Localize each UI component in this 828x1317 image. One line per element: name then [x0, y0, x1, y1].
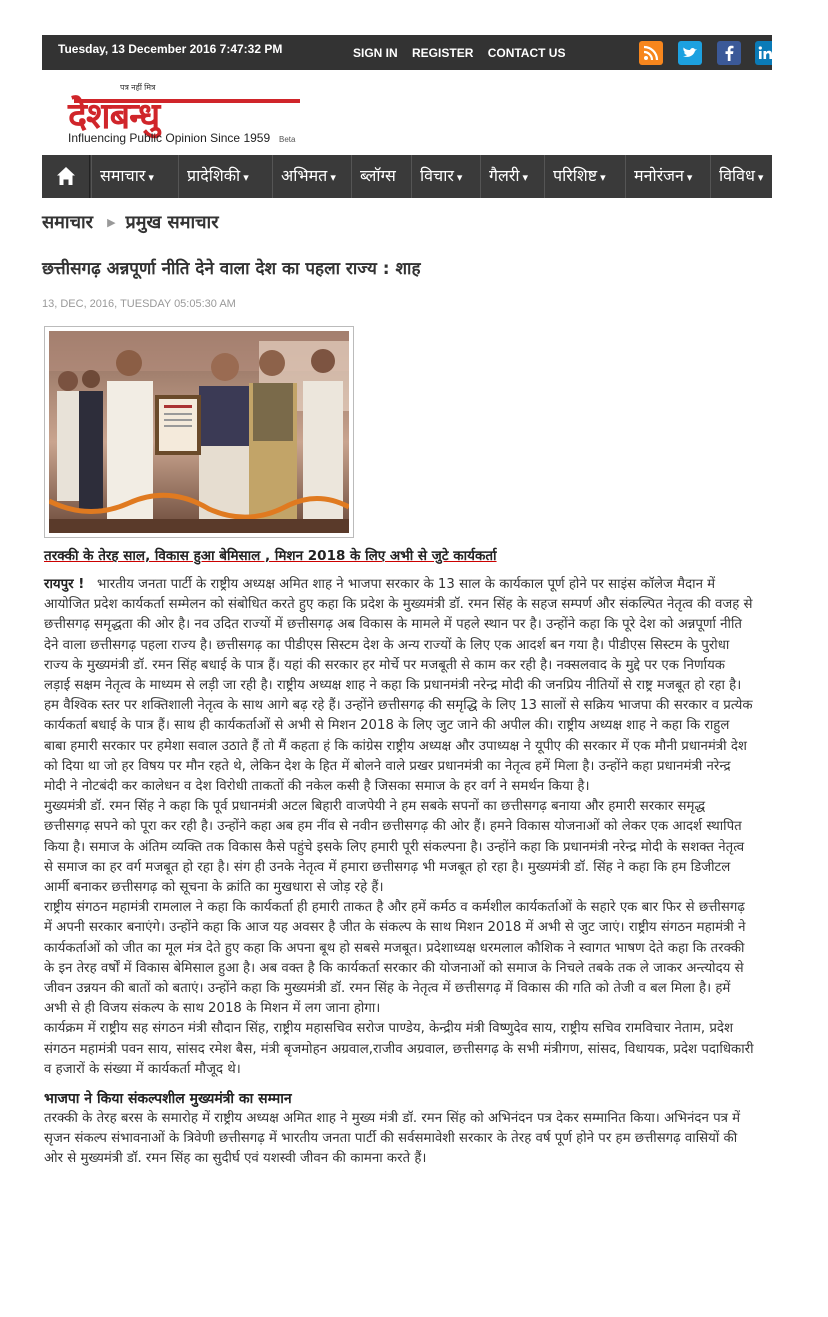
nav-item-label: प्रादेशिकी — [187, 166, 241, 185]
section-heading: भाजपा ने किया संकल्पशील मुख्यमंत्री का सम्मान — [44, 1091, 292, 1108]
nav-item-gallery[interactable] — [480, 155, 543, 198]
facebook-icon[interactable] — [717, 41, 741, 65]
chevron-down-icon: ▾ — [522, 171, 529, 184]
article-paragraph — [44, 575, 754, 797]
breadcrumb-subsection[interactable]: प्रमुख समाचार — [125, 212, 219, 233]
nav-item-label: समाचार — [100, 166, 146, 185]
nav-item-regional[interactable] — [178, 155, 271, 198]
chevron-down-icon: ▾ — [243, 171, 249, 184]
chevron-down-icon: ▾ — [330, 171, 336, 184]
nav-item-misc[interactable] — [710, 155, 772, 198]
article-paragraph: राष्ट्रीय संगठन महामंत्री रामलाल ने कहा कि कार्यकर्ता ही हमारी ताकत है और हमें कर्मठ व कर्मशील कार्यकर्ताओं के सहारे एक बार फिर से छत्तीसगढ़ में अपनी सरकार बनाएंगे। उन्होंने कहा कि आज यह अवसर है जीत के संकल्प के साथ मिशन 2018 में अभी से जुट जाएं। राष्ट्रीय संगठन महामंत्री ने कार्यकर्ताओं को जीत का मूल मंत्र देते हुए कहा कि अपना बूथ हो सबसे मजबूत। प्रदेशाध्यक्ष धरमलाल कौशिक ने स्वागत भाषण देते कहा कि तरक्की के इन तेरह वर्षों में विकास बेमिसाल हुआ है। अब वक्त है कि कार्यकर्ता सरकार की योजनाओं को समाज के निचले तबके तक ले जाकर अन्त्योदय से जीवन उन्नयन की बातों को बताएं। उन्होंने कहा कि मुख्यमंत्री डॉ. रमन सिंह के नेतृत्व में छत्तीसगढ़ में विकास की गति को तेजी व बल मिला है। हमें अभी से ही विजय संकल्प के साथ 2018 के मिशन में लग जाना होगा। — [44, 900, 746, 1017]
article-subheading: तरक्की के तेरह साल, विकास हुआ बेमिसाल , मिशन 2018 के लिए अभी से जुटे कार्यकर्ता — [44, 548, 497, 564]
article-paragraph: कार्यक्रम में राष्ट्रीय सह संगठन मंत्री सौदान सिंह, राष्ट्रीय महासचिव सरोज पाण्डेय, केन्द्रीय मंत्री विष्णुदेव साय, राष्ट्रीय सचिव रामविचार नेताम, प्रदेश संगठन महामंत्री पवन साय, सांसद रमेश बैस, मंत्री बृजमोहन अग्रवाल,राजीव अग्रवाल, छत्तीसगढ़ के सभी मंत्रीगण, सांसद, विधायक, प्रदेश पदाधिकारी व हजारों के संख्या में कार्यकर्ता मौजूद थे। — [44, 1021, 754, 1077]
paragraph-text: भारतीय जनता पार्टी के राष्ट्रीय अध्यक्ष अमित शाह ने भाजपा सरकार के 13 साल के कार्यकाल पूर्ण होने पर साइंस कॉलेज मैदान में आयोजित प्रदेश कार्यकर्ता सम्मेलन को संबोधित करते हुए कहा कि प्रदेश के मुख्यमंत्री डॉ. रमन सिंह के सहज सम्पर्ण और संकल्पित नेतृत्व की वजह से छत्तीसगढ़ समृद्धता की ओर है। नव उदित राज्यों में छत्तीसगढ़ अब विकास के मामले में पहले स्थान पर है। उन्होंने कहा कि पूरे देश को अन्नपूर्णा नीति देने वाला छत्तीसगढ़ पहला राज्य है। छत्तीसगढ़ का पीडीएस सिस्टम देश के अन्य राज्यों के लिए एक आदर्श बन गया है। पीडीएस सिस्टम के पुरोधा राज्य के मुख्यमंत्री डॉ. रमन सिंह बधाई के पात्र हैं। यहां की सरकार हर मोर्चे पर मजबूती से काम कर रही है। नक्सलवाद के मुद्दे पर एक निर्णायक लड़ाई सक्षम नेतृत्व के माध्यम से लड़ी जा रही है। राष्ट्रीय अध्यक्ष शाह ने कहा कि प्रधानमंत्री नरेन्द्र मोदी की जनप्रिय नीतियों से राष्ट्र मजबूत हो रहा है। हम वैश्विक स्तर पर शक्तिशाली नेतृत्व के साथ आगे बढ़ रहे हैं। उन्होंने छत्तीसगढ़ की समृद्धि के लिए 13 सालों से सक्रिय भाजपा की सरकार व प्रत्येक कार्यकर्ता बधाई के पात्र हैं। साथ ही कार्यकर्ताओं से अभी से मिशन 2018 के लिए जुट जाने की अपील की। राष्ट्रीय अध्यक्ष शाह ने कहा कि राहुल बाबा हमारी सरकार पर हमेशा सवाल उठाते हैं तो मैं कहता हं कि कांग्रेस राष्ट्रीय अध्यक्ष और उपाध्यक्ष ने यूपीए की सरकार में एक मौनी प्रधानमंत्री देश को दिया था जो हर विषय पर मौन रहते थे, लेकिन देश के हित में बोलने वाले प्रखर प्रधानमंत्री का नेतृत्व हमें मिला है। उन्होंने कहा प्रधानमंत्री नरेन्द्र मोदी ने नोटबंदी कर कालेधन व देश विरोधी ताकतों की नकेल कसी है जिसका समाज के हर वर्ग ने समर्थन किया है। — [44, 577, 753, 795]
chevron-down-icon: ▾ — [600, 171, 606, 184]
nav-item-label: विविध — [719, 166, 755, 185]
breadcrumb-section[interactable]: समाचार — [42, 212, 94, 233]
home-icon[interactable] — [42, 155, 90, 198]
chevron-right-icon: ▶ — [107, 216, 116, 229]
twitter-icon[interactable] — [678, 41, 702, 65]
article-paragraph: मुख्यमंत्री डॉ. रमन सिंह ने कहा कि पूर्व प्रधानमंत्री अटल बिहारी वाजपेयी ने हम सबके सपनों का छत्तीसगढ़ बनाया और हमारी सरकार समृद्ध छत्तीसगढ़ सपने को पूरा कर रही है। उन्होंने कहा अब हम नींव से नवीन छत्तीसगढ़ की ओर हैं। हमने विकास योजनाओं को लेकर एक आदर्श स्थापित किया है। समाज के अंतिम व्यक्ति तक विकास कैसे पहुंचे इसके लिए हमारी पूरी संकल्पना है। उन्होंने कहा कि प्रधानमंत्री नरेन्द्र मोदी के सशक्त नेतृत्व से समाज का हर वर्ग मजबूत हो रहा है। संग ही उनके नेतृत्व में हमारा छत्तीसगढ़ भी मजबूत हो रहा है। मुख्यमंत्री डॉ. सिंह ने कहा कि हम डिजीटल आर्मी बनाकर छत्तीसगढ़ को सूचना के क्रांति का मुखधारा से जोड़ रहे हैं। — [44, 799, 745, 896]
article-title: छत्तीसगढ़ अन्नपूर्णा नीति देने वाला देश का पहला राज्य : शाह — [42, 259, 421, 279]
current-datetime: Tuesday, 13 December 2016 7:47:32 PM — [58, 42, 283, 56]
logo-slogan: Influencing Public Opinion Since 1959 — [68, 131, 271, 145]
contact-us-link[interactable]: CONTACT US — [487, 46, 566, 60]
article-date: 13, DEC, 2016, TUESDAY 05:05:30 AM — [42, 298, 236, 310]
account-links — [353, 46, 576, 60]
nav-item-views[interactable] — [411, 155, 479, 198]
nav-item-label: गैलरी — [489, 166, 520, 185]
chevron-down-icon: ▾ — [148, 171, 154, 184]
dateline-place: रायपुर ! — [44, 577, 85, 592]
main-nav — [42, 155, 772, 198]
sign-in-link[interactable]: SIGN IN — [353, 46, 398, 60]
nav-item-blogs[interactable] — [351, 155, 410, 198]
beta-label: Beta — [279, 135, 296, 144]
nav-item-label: मनोरंजन — [634, 166, 684, 185]
rss-icon[interactable] — [639, 41, 663, 65]
article-body — [44, 575, 754, 1170]
chevron-down-icon: ▾ — [757, 171, 764, 184]
nav-item-label: अभिमत — [281, 166, 328, 185]
site-logo[interactable] — [68, 84, 308, 150]
article-photo — [44, 326, 354, 538]
article-paragraph: तरक्की के तेरह बरस के समारोह में राष्ट्रीय अध्यक्ष अमित शाह ने मुख्य मंत्री डॉ. रमन सिंह को अभिनंदन पत्र देकर सम्मानित किया। अभिनंदन पत्र में सृजन संकल्प संभावनाओं के त्रिवेणी छत्तीसगढ़ में भारतीय जनता पार्टी की सर्वसमावेशी सरकार के तेरह वर्ष पूर्ण होने पर हम छत्तीसगढ़ वासियों की ओर से मुख्यमंत्री डॉ. रमन सिंह का सुदीर्घ एवं यशस्वी जीवन की कामना करते हैं। — [44, 1111, 741, 1167]
top-bar — [42, 35, 772, 70]
nav-item-label: विचार — [420, 166, 454, 185]
nav-item-supplement[interactable] — [544, 155, 624, 198]
nav-item-label: ब्लॉग्स — [360, 166, 396, 185]
logo-wordmark: देशबन्धु — [68, 96, 160, 137]
chevron-down-icon: ▾ — [456, 171, 463, 184]
nav-item-label: परिशिष्ट — [553, 166, 598, 185]
breadcrumb — [42, 210, 219, 234]
chevron-down-icon: ▾ — [686, 171, 693, 184]
logo-tagline: पत्र नहीं मित्र — [120, 83, 156, 92]
nav-item-news[interactable] — [91, 155, 177, 198]
nav-item-entertainment[interactable] — [625, 155, 709, 198]
register-link[interactable]: REGISTER — [412, 46, 474, 60]
nav-item-opinion[interactable] — [272, 155, 350, 198]
linkedin-icon[interactable] — [755, 41, 772, 65]
